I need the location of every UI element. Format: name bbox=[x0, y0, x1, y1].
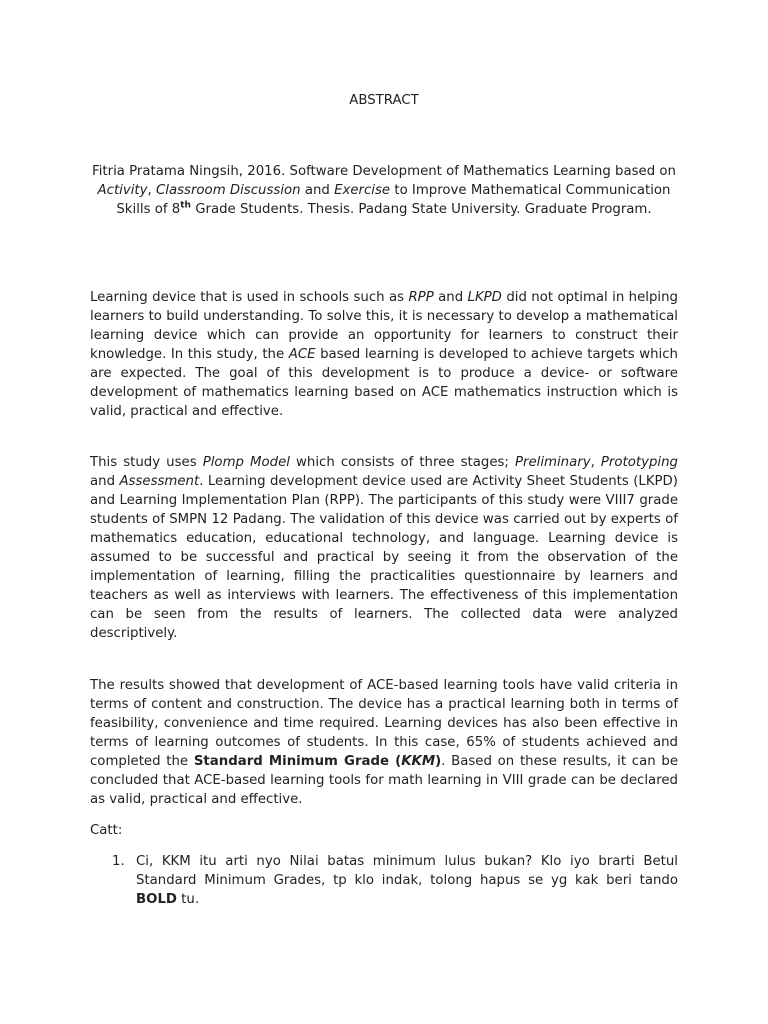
term-kkm: KKM bbox=[401, 754, 436, 769]
paragraph-3 bbox=[90, 676, 678, 809]
paragraph-2 bbox=[90, 453, 678, 643]
citation-exercise: Exercise bbox=[334, 183, 391, 198]
bold-word: BOLD bbox=[136, 892, 177, 907]
term-preliminary: Preliminary bbox=[514, 455, 591, 470]
citation-text: Grade Students. Thesis. Padang State University. Graduate Program. bbox=[190, 202, 652, 217]
bold-text: ) bbox=[435, 754, 442, 769]
paragraph-text: which consists of three stages; bbox=[289, 455, 515, 470]
paragraph-text: Learning device that is used in schools such as bbox=[90, 290, 409, 305]
term-assessment: Assessment bbox=[119, 474, 200, 489]
paragraph-text: and bbox=[433, 290, 468, 305]
abstract-title: ABSTRACT bbox=[349, 93, 419, 108]
paragraph-text: This study uses bbox=[90, 455, 203, 470]
citation-text: Fitria Pratama Ningsih, 2016. Software Development of Mathematics Learning based on bbox=[92, 164, 676, 179]
note-list bbox=[90, 852, 678, 909]
citation-text: and bbox=[300, 183, 335, 198]
paragraph-text: . Based on these results, it can be concluded that ACE-based learning tools for math learning in VIII grade can be declared as valid, practical and effective. bbox=[90, 754, 678, 807]
paragraph-text: The results showed that development of ACE-based learning tools have valid criteria in terms of content and construction. The device has a practical learning both in terms of feasibility, convenience and time required. Learning devices has also been effective in terms of learning outcomes of students. In this case, 65% of students achieved and completed the bbox=[90, 678, 678, 769]
list-text bbox=[136, 852, 678, 909]
paragraph-text: . Learning development device used are Activity Sheet Students (LKPD) and Learning Implementation Plan (RPP). The participants of this study were VIII7 grade students of SMPN 12 Padang. The validation of this device was carried out by experts of mathematics education, educational technology, and language. Learning device is assumed to be successful and practical by seeing it from the observation of the implementation of learning, filling the practicalities questionnaire by learners and teachers as well as interviews with learners. The effectiveness of this implementation can be seen from the results of learners. The collected data were analyzed descriptively. bbox=[90, 474, 678, 641]
term-ace: ACE bbox=[288, 347, 316, 362]
paragraph-text: did not optimal in helping learners to build understanding. To solve this, it is necessary to develop a mathematical learning device which can provide an opportunity for learners to construct their knowledge. In this study, the bbox=[90, 290, 678, 362]
citation bbox=[90, 162, 678, 219]
citation-activity: Activity bbox=[97, 183, 148, 198]
bold-text: Standard Minimum Grade ( bbox=[193, 754, 402, 769]
list-text-part: Ci, KKM itu arti nyo Nilai batas minimum lulus bukan? Klo iyo brarti Betul Standard Minimum Grades, tp klo indak, tolong hapus se yg kak beri tando bbox=[136, 854, 678, 888]
catt-label: Catt: bbox=[90, 823, 123, 838]
list-item bbox=[90, 852, 678, 909]
term-standard-minimum-grade bbox=[194, 754, 441, 769]
citation-discussion: Classroom Discussion bbox=[155, 183, 301, 198]
paragraph-text: and bbox=[90, 474, 120, 489]
term-prototyping: Prototyping bbox=[600, 455, 678, 470]
list-number: 1. bbox=[112, 854, 125, 869]
paragraph-text: based learning is developed to achieve targets which are expected. The goal of this development is to produce a device- or software development of mathematics learning based on ACE mathematics instruction which is valid, practical and effective. bbox=[90, 347, 678, 419]
citation-text: , bbox=[147, 183, 156, 198]
term-plomp-model: Plomp Model bbox=[202, 455, 290, 470]
paragraph-text: , bbox=[590, 455, 601, 470]
citation-text: to Improve Mathematical Communication Skills of 8 bbox=[116, 183, 671, 217]
list-text-part: tu. bbox=[176, 892, 200, 907]
term-rpp: RPP bbox=[408, 290, 434, 305]
citation-superscript: th bbox=[180, 200, 191, 211]
paragraph-1 bbox=[90, 288, 678, 421]
term-lkpd: LKPD bbox=[467, 290, 502, 305]
